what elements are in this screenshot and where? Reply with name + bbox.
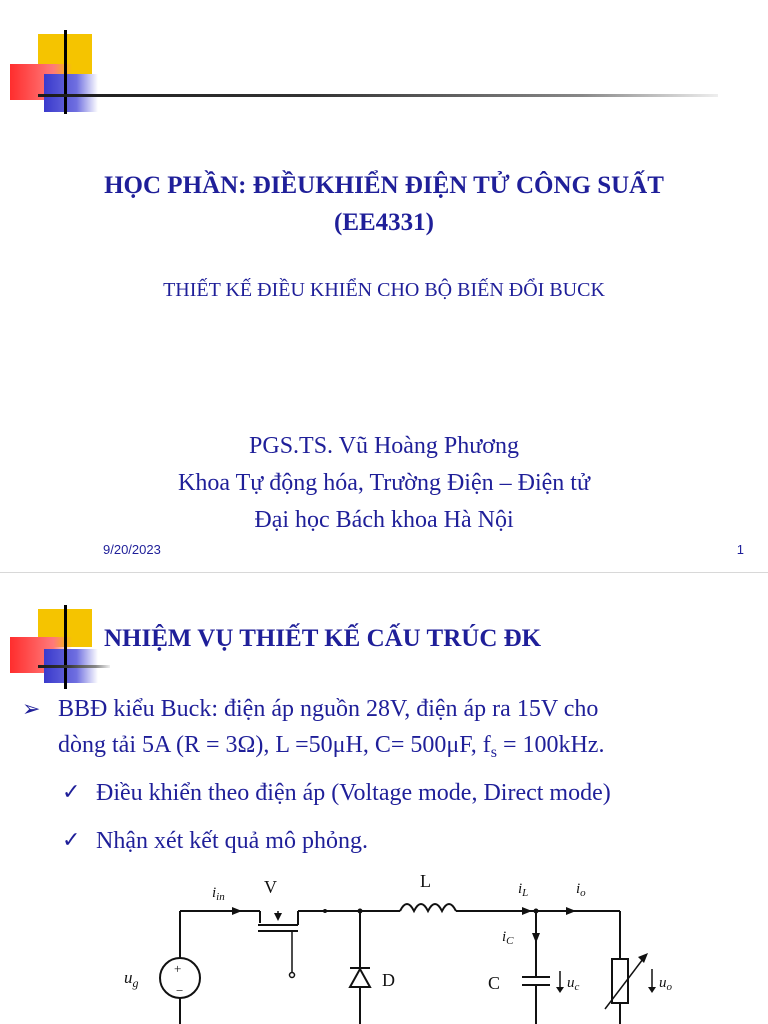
bullet-line-2-prefix: dòng tải 5A (R = 3Ω), L =50μH, C= 500μF, f bbox=[58, 732, 491, 758]
diode-symbol bbox=[350, 969, 370, 987]
label-ic: $i_C$ bbox=[502, 929, 514, 947]
buck-converter-schematic bbox=[100, 863, 700, 1024]
source-plus-sign: + bbox=[174, 961, 182, 976]
inductor-coil bbox=[400, 904, 456, 911]
course-title-line1: HỌC PHẦN: ĐIỀUKHIỂN ĐIỆN TỬ CÔNG SUẤT bbox=[104, 172, 664, 199]
current-arrow-io bbox=[566, 907, 576, 915]
sub-bullet-2: Nhận xét kết quả mô phỏng. bbox=[96, 828, 368, 854]
logo-vertical-line bbox=[64, 605, 67, 689]
label-iin: $i_{in}$ bbox=[212, 885, 225, 903]
content-slide bbox=[0, 572, 768, 1024]
logo-vertical-line bbox=[64, 30, 67, 114]
label-il: $i_L$ bbox=[518, 881, 529, 899]
slide-subtitle: THIẾT KẾ ĐIỀU KHIỂN CHO BỘ BIẾN ĐỔI BUCK bbox=[163, 279, 605, 301]
switch-mosfet bbox=[258, 911, 325, 978]
bullet-line-2-suffix: = 100kHz. bbox=[496, 732, 605, 758]
course-title-line2: (EE4331) bbox=[334, 209, 434, 236]
label-io: $i_o$ bbox=[576, 881, 586, 899]
variable-arrowhead bbox=[638, 953, 648, 963]
logo-horizontal-line bbox=[38, 94, 718, 97]
voltage-arrowhead-uo bbox=[648, 987, 656, 993]
label-uc: $u_c$ bbox=[567, 975, 580, 993]
voltage-arrowhead-uc bbox=[556, 987, 564, 993]
author-name: PGS.TS. Vũ Hoàng Phương bbox=[249, 433, 519, 459]
university-name: Đại học Bách khoa Hà Nội bbox=[254, 507, 514, 533]
bullet-line-2 bbox=[58, 727, 604, 771]
fs-subscript: s bbox=[490, 744, 497, 761]
bullet-line-1: BBĐ kiểu Buck: điện áp nguồn 28V, điện áp ra 15V cho bbox=[58, 696, 599, 722]
source-minus-sign: − bbox=[176, 983, 184, 998]
label-inductor-l: L bbox=[420, 871, 431, 891]
logo-blue-square bbox=[44, 74, 98, 112]
label-switch-v: V bbox=[264, 877, 277, 897]
checkmark-icon: ✓ bbox=[62, 779, 81, 804]
variable-resistor-arrow bbox=[605, 959, 643, 1009]
arrow-bullet-icon: ➢ bbox=[22, 696, 41, 721]
current-arrow-iin bbox=[232, 907, 242, 915]
slide-date: 9/20/2023 bbox=[103, 542, 161, 557]
label-ug: $u_g$ bbox=[124, 968, 139, 990]
current-arrow-ic bbox=[532, 933, 540, 943]
label-uo: $u_o$ bbox=[659, 975, 672, 993]
slide-title: NHIỆM VỤ THIẾT KẾ CẤU TRÚC ĐK bbox=[104, 625, 542, 652]
checkmark-icon: ✓ bbox=[62, 827, 81, 852]
slide-page-number: 1 bbox=[736, 542, 744, 557]
current-arrow-il bbox=[522, 907, 532, 915]
slide-logo-decoration bbox=[0, 0, 768, 120]
logo-horizontal-line bbox=[38, 665, 110, 668]
department-name: Khoa Tự động hóa, Trường Điện – Điện tử bbox=[178, 470, 590, 496]
sub-bullet-1: Điều khiển theo điện áp (Voltage mode, Direct mode) bbox=[96, 780, 611, 806]
label-diode-d: D bbox=[382, 970, 395, 990]
label-capacitor-c: C bbox=[488, 973, 501, 993]
